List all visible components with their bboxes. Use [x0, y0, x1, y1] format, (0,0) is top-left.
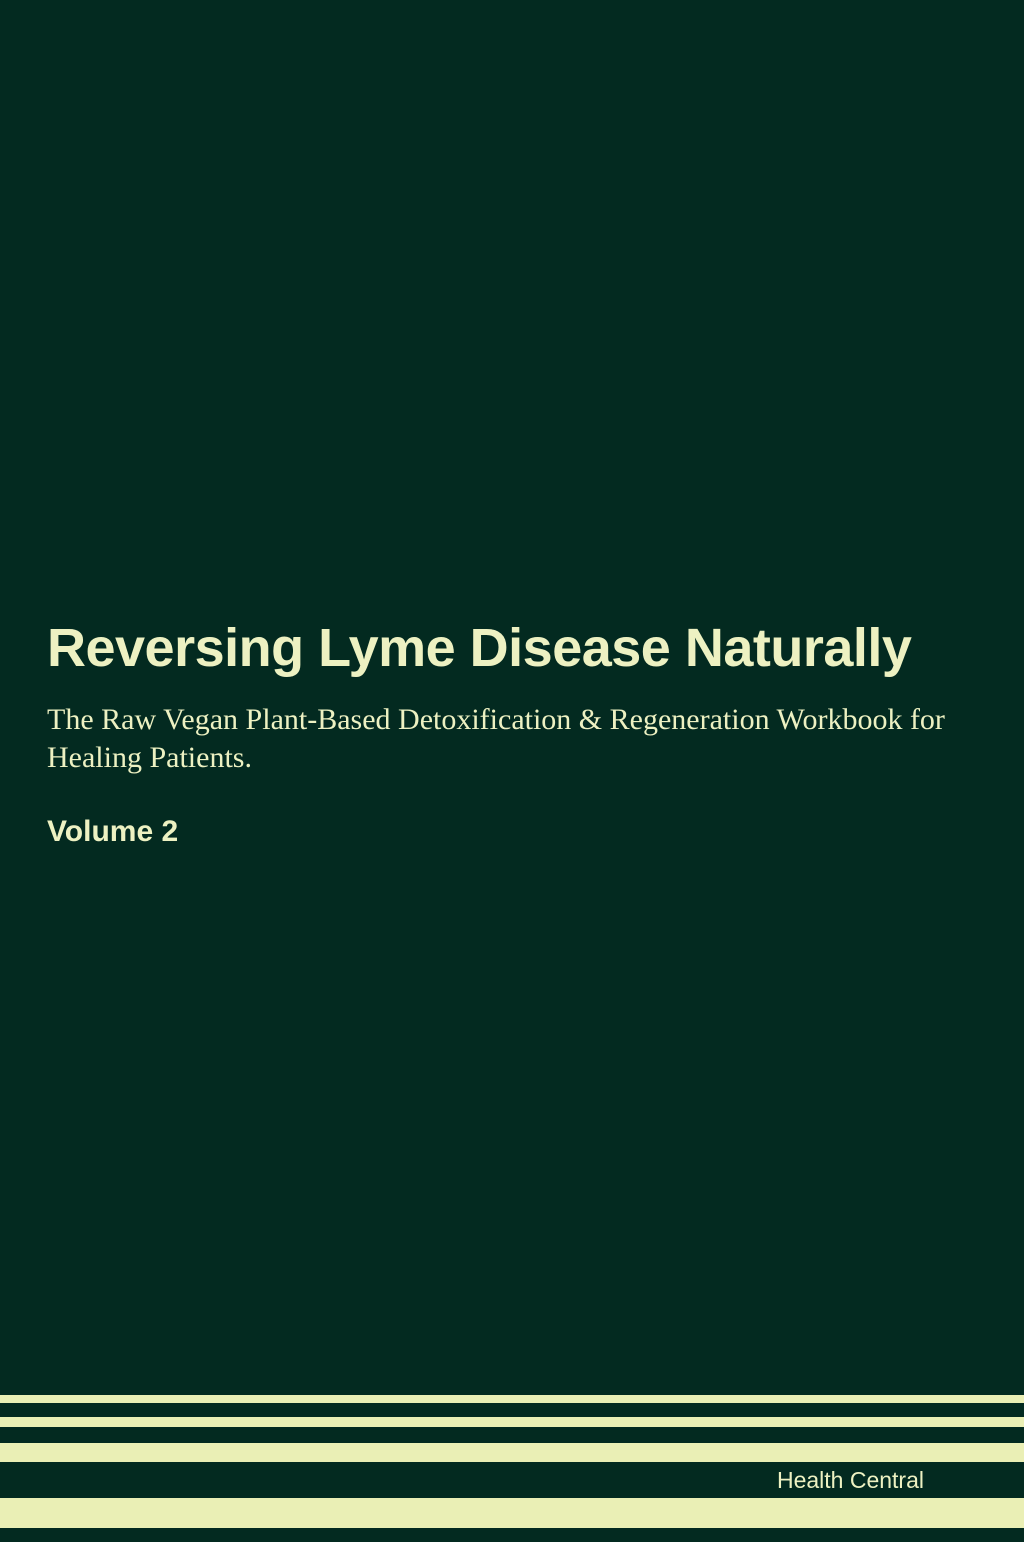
publisher-band [0, 1462, 1024, 1498]
publisher-name: Health Central [776, 1466, 924, 1493]
stripe-gap-2 [0, 1427, 1024, 1443]
stripe-thin-2 [0, 1417, 1024, 1427]
stripe-gap-bottom [0, 1528, 1024, 1542]
stripe-medium [0, 1443, 1024, 1462]
volume-label: Volume 2 [47, 815, 179, 848]
stripe-gap-1 [0, 1403, 1024, 1417]
book-title: Reversing Lyme Disease Naturally [47, 618, 912, 678]
footer-stripes [0, 1395, 1024, 1542]
stripe-thick [0, 1498, 1024, 1528]
book-subtitle: The Raw Vegan Plant-Based Detoxification & Regeneration Workbook for Healing Patients. [47, 703, 945, 774]
title-block [47, 618, 984, 849]
stripe-thin-1 [0, 1395, 1024, 1403]
